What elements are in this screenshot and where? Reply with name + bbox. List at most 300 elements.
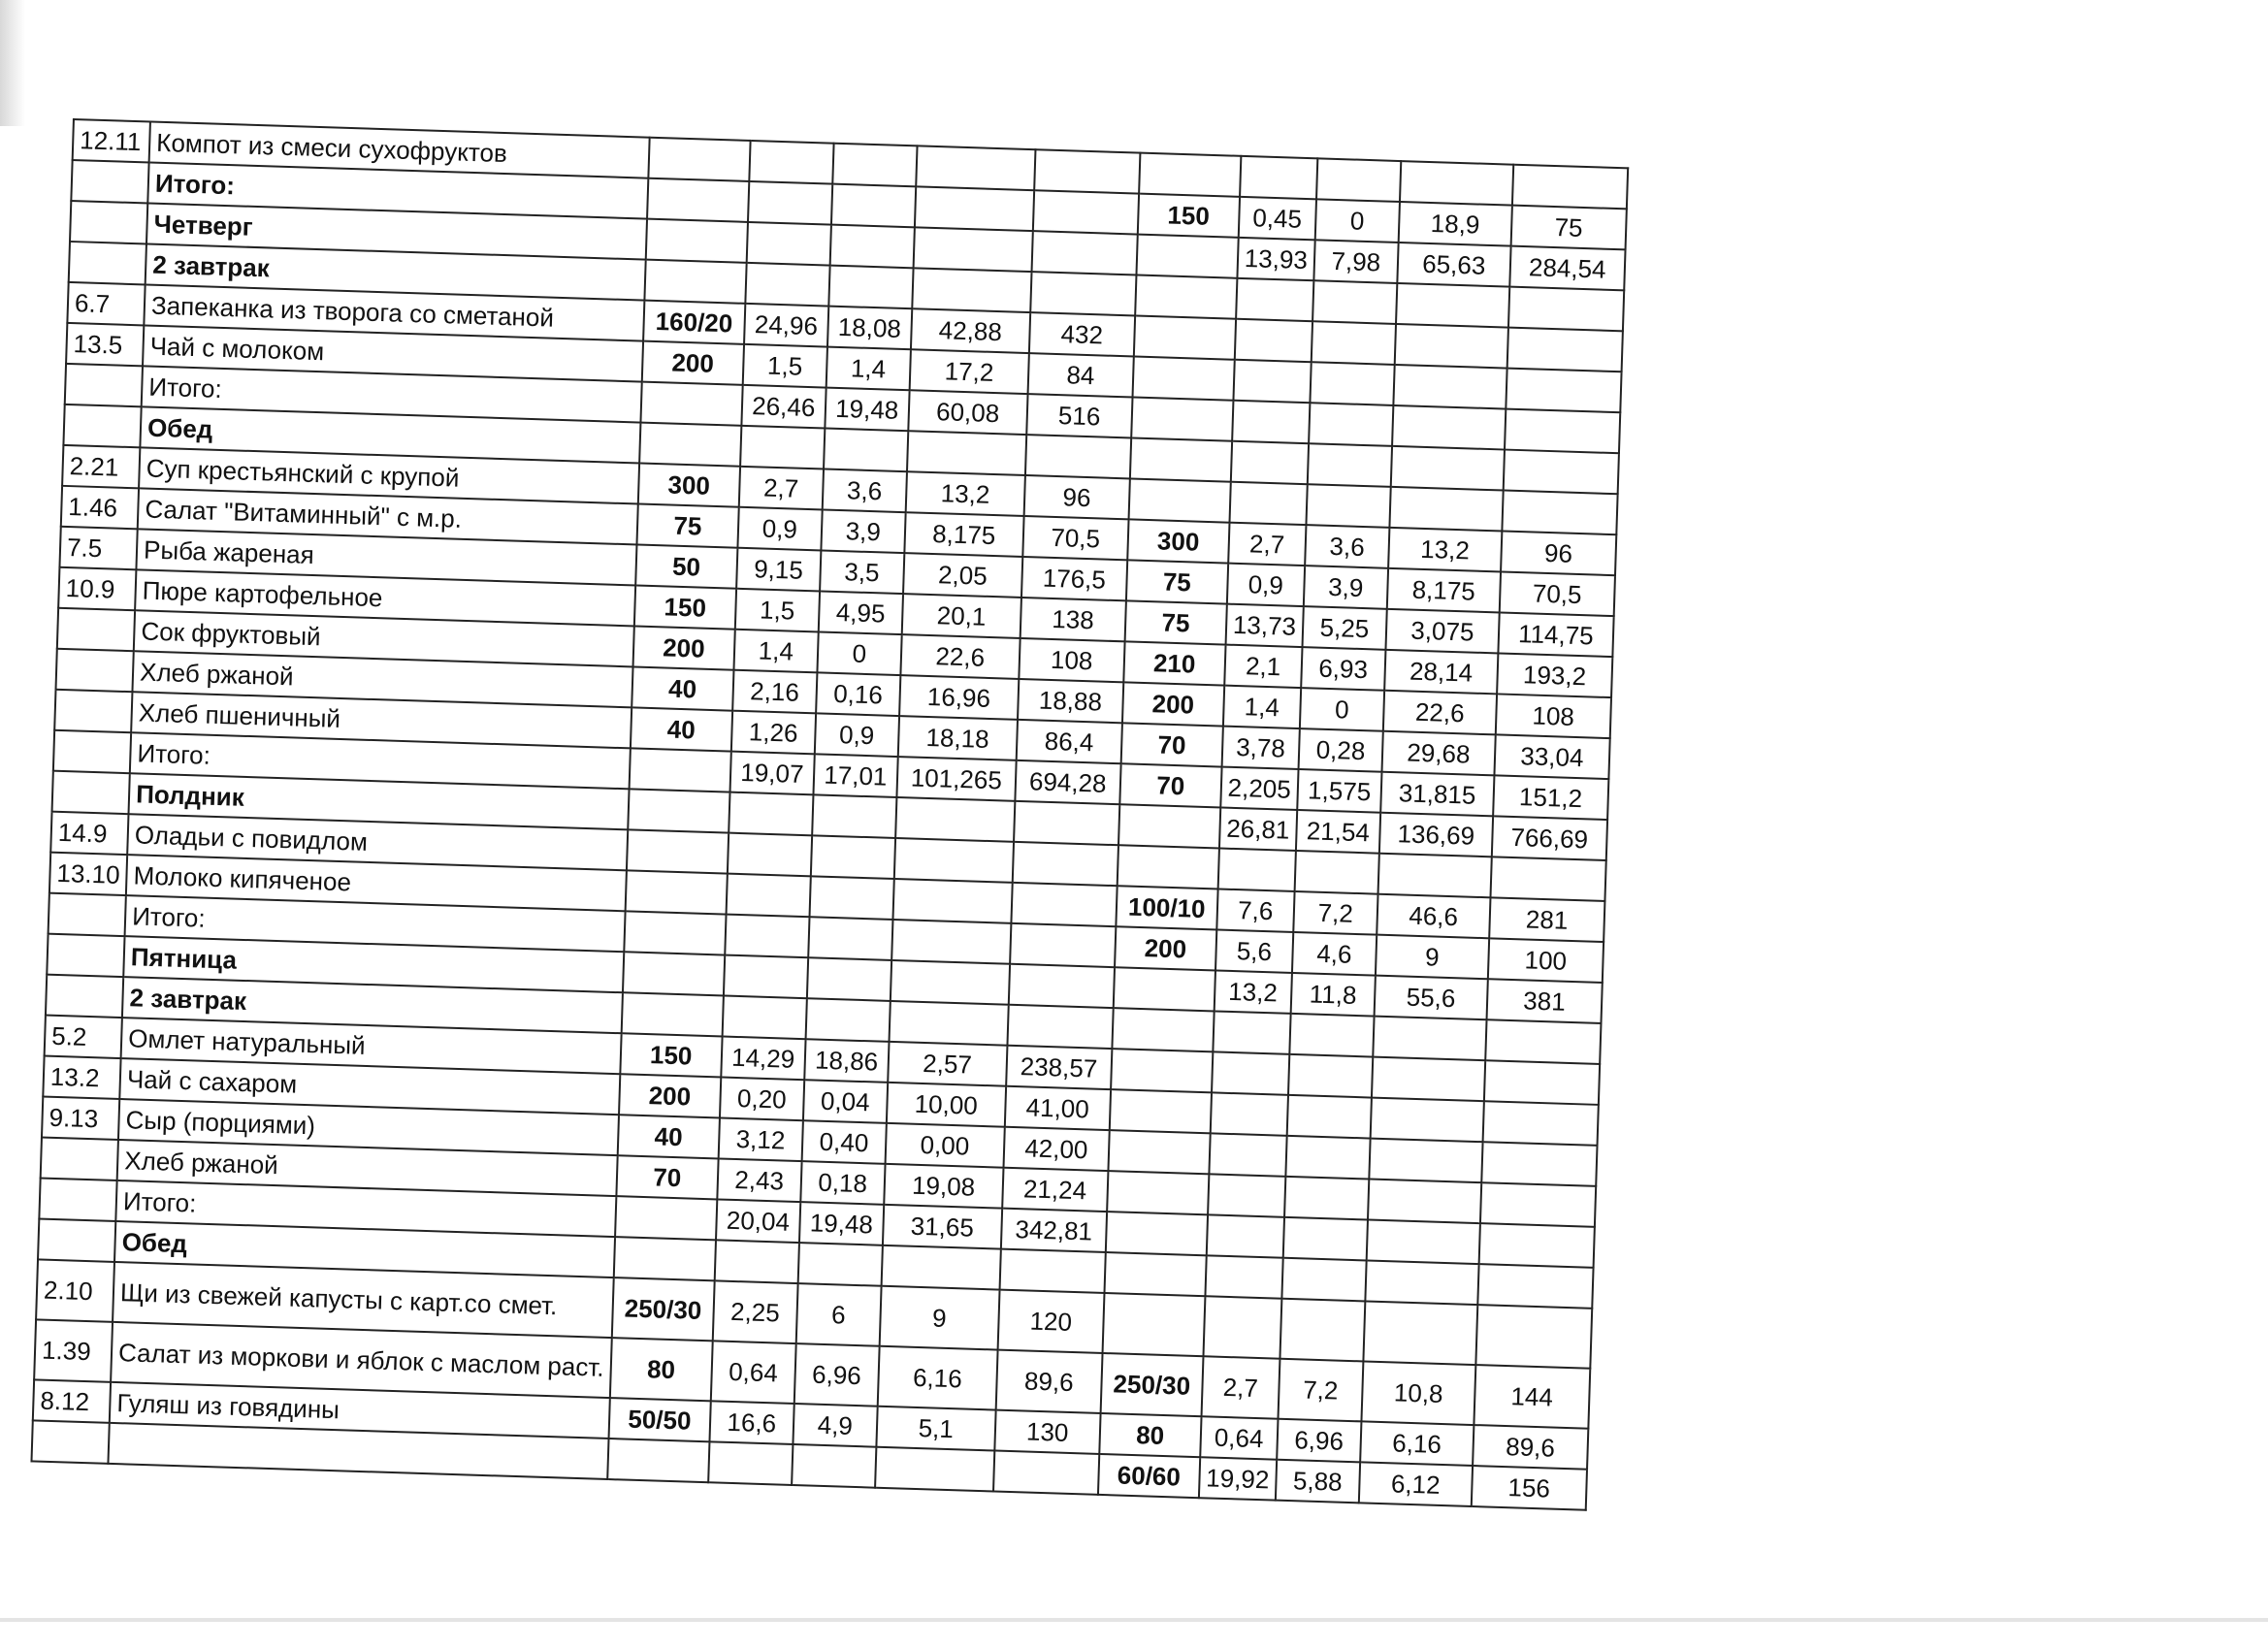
group-a-portion-cell: 75 xyxy=(636,503,738,547)
group-b-fat-cell xyxy=(1288,1054,1373,1098)
group-a-fat-cell xyxy=(811,835,895,879)
group-a-portion-cell xyxy=(623,952,725,995)
group-b-fat-cell xyxy=(1285,1136,1370,1180)
recipe-code-cell: 1.46 xyxy=(61,486,139,529)
group-a-portion-cell xyxy=(624,911,726,954)
dish-name-cell: Полдник xyxy=(129,773,630,829)
group-a-carbs-cell: 9 xyxy=(879,1286,999,1350)
recipe-code-cell xyxy=(46,975,123,1018)
group-a-fat-cell xyxy=(828,266,913,309)
dish-name-cell: 2 завтрак xyxy=(122,977,623,1033)
group-a-fat-cell: 6,96 xyxy=(794,1343,880,1406)
group-b-protein-cell: 5,6 xyxy=(1215,929,1293,972)
recipe-code-cell xyxy=(53,730,131,773)
dish-name-cell: Запеканка из творога со сметаной xyxy=(144,284,644,340)
dish-name-cell: Итого: xyxy=(125,895,626,952)
group-b-energy-cell xyxy=(1490,857,1605,901)
group-b-portion-cell xyxy=(1111,1049,1213,1092)
group-b-carbs-cell: 55,6 xyxy=(1374,976,1487,1020)
group-a-carbs-cell xyxy=(889,1001,1008,1046)
group-b-carbs-cell: 13,2 xyxy=(1388,528,1502,572)
group-b-fat-cell: 0,28 xyxy=(1298,728,1382,772)
scan-edge-shadow xyxy=(0,0,25,126)
group-a-portion-cell: 200 xyxy=(632,626,734,669)
group-b-energy-cell xyxy=(1478,1223,1594,1268)
group-b-portion-cell: 75 xyxy=(1124,600,1226,644)
group-a-portion-cell: 40 xyxy=(617,1115,719,1158)
group-a-protein-cell: 0,64 xyxy=(711,1341,796,1404)
group-b-energy-cell xyxy=(1482,1101,1598,1146)
group-a-energy-cell: 96 xyxy=(1023,475,1129,519)
group-a-fat-cell: 3,6 xyxy=(822,469,906,512)
group-b-fat-cell xyxy=(1289,1014,1374,1057)
recipe-code-cell xyxy=(63,404,141,447)
group-b-protein-cell xyxy=(1203,1296,1281,1358)
group-a-fat-cell xyxy=(824,429,908,472)
group-b-protein-cell: 26,81 xyxy=(1219,808,1297,851)
recipe-code-cell xyxy=(55,649,133,692)
group-b-protein-cell xyxy=(1240,156,1317,199)
group-a-portion-cell: 50/50 xyxy=(608,1398,710,1441)
group-b-carbs-cell: 31,815 xyxy=(1380,772,1494,817)
group-a-portion-cell: 160/20 xyxy=(643,301,745,344)
group-a-fat-cell: 19,48 xyxy=(825,388,909,432)
group-b-protein-cell: 2,205 xyxy=(1220,767,1298,810)
dish-name-cell: Молоко кипяченое xyxy=(126,855,627,911)
group-b-energy-cell: 89,6 xyxy=(1473,1425,1588,1470)
group-a-portion-cell: 40 xyxy=(632,666,733,710)
group-a-portion-cell xyxy=(648,138,750,181)
group-b-carbs-cell xyxy=(1372,1057,1485,1102)
group-b-protein-cell: 2,7 xyxy=(1201,1356,1280,1418)
group-a-protein-cell: 1,4 xyxy=(733,630,818,673)
group-b-energy-cell xyxy=(1485,1019,1601,1064)
group-a-carbs-cell xyxy=(881,1245,1000,1290)
dish-name-cell: Хлеб ржаной xyxy=(117,1140,618,1196)
group-a-energy-cell: 516 xyxy=(1026,394,1132,437)
group-b-carbs-cell xyxy=(1365,1260,1478,1305)
group-a-protein-cell xyxy=(746,222,830,266)
group-b-energy-cell: 75 xyxy=(1510,206,1626,250)
group-b-protein-cell xyxy=(1210,1092,1287,1135)
group-b-energy-cell xyxy=(1506,369,1621,413)
group-b-carbs-cell xyxy=(1396,283,1509,328)
recipe-code-cell xyxy=(69,242,146,284)
group-a-fat-cell: 0,18 xyxy=(800,1161,885,1205)
group-b-energy-cell: 766,69 xyxy=(1492,816,1607,860)
group-b-energy-cell xyxy=(1505,409,1620,454)
group-a-energy-cell: 41,00 xyxy=(1005,1086,1111,1130)
group-a-energy-cell xyxy=(1014,801,1119,845)
dish-name-cell: Щи из свежей капусты с карт.со смет. xyxy=(113,1262,613,1338)
group-b-energy-cell xyxy=(1480,1182,1596,1227)
group-a-protein-cell: 2,16 xyxy=(732,670,817,714)
group-a-protein-cell xyxy=(726,874,810,918)
group-b-portion-cell: 100/10 xyxy=(1116,886,1217,929)
group-b-protein-cell xyxy=(1208,1174,1285,1216)
group-b-energy-cell: 156 xyxy=(1472,1466,1587,1510)
dish-name-cell: Итого: xyxy=(130,732,631,789)
group-a-protein-cell: 26,46 xyxy=(741,385,826,429)
recipe-code-cell xyxy=(52,771,130,814)
group-b-fat-cell xyxy=(1287,1095,1372,1139)
recipe-code-cell: 1.39 xyxy=(34,1319,113,1381)
group-b-fat-cell xyxy=(1308,443,1392,487)
group-a-energy-cell: 42,00 xyxy=(1003,1127,1109,1171)
group-b-energy-cell xyxy=(1484,1060,1600,1105)
group-b-portion-cell: 80 xyxy=(1099,1413,1201,1457)
group-b-fat-cell: 0 xyxy=(1315,199,1400,242)
group-b-carbs-cell xyxy=(1395,324,1508,369)
group-a-energy-cell: 18,88 xyxy=(1018,679,1123,723)
group-a-carbs-cell xyxy=(892,879,1012,923)
recipe-code-cell xyxy=(71,160,148,203)
recipe-code-cell xyxy=(70,201,147,243)
group-b-portion-cell xyxy=(1134,315,1236,359)
group-b-fat-cell: 21,54 xyxy=(1296,810,1380,854)
group-a-portion-cell xyxy=(627,829,729,873)
group-a-energy-cell: 176,5 xyxy=(1021,557,1127,600)
group-b-portion-cell xyxy=(1136,235,1238,278)
group-b-protein-cell: 0,64 xyxy=(1200,1416,1278,1459)
group-b-carbs-cell xyxy=(1393,365,1507,409)
group-a-protein-cell: 3,12 xyxy=(718,1117,802,1161)
group-a-carbs-cell: 31,65 xyxy=(883,1205,1002,1249)
group-a-carbs-cell: 101,265 xyxy=(896,757,1016,801)
group-b-energy-cell: 100 xyxy=(1488,938,1604,983)
group-b-energy-cell: 96 xyxy=(1501,531,1616,575)
group-a-protein-cell xyxy=(725,915,809,958)
group-a-fat-cell xyxy=(792,1444,876,1488)
recipe-code-cell: 2.10 xyxy=(36,1259,114,1321)
recipe-code-cell: 9.13 xyxy=(42,1097,119,1140)
group-a-carbs-cell: 22,6 xyxy=(900,634,1020,679)
group-a-protein-cell: 0,20 xyxy=(720,1077,804,1120)
group-a-portion-cell: 40 xyxy=(631,707,732,751)
group-b-portion-cell: 300 xyxy=(1127,519,1229,563)
recipe-code-cell: 2.21 xyxy=(62,445,140,488)
group-a-portion-cell xyxy=(639,423,741,467)
group-b-energy-cell xyxy=(1508,287,1624,332)
recipe-code-cell: 12.11 xyxy=(73,119,150,162)
group-a-portion-cell xyxy=(629,748,730,792)
group-a-fat-cell: 18,86 xyxy=(804,1039,889,1083)
group-a-carbs-cell xyxy=(907,431,1026,475)
group-a-protein-cell: 16,6 xyxy=(709,1401,794,1444)
group-b-energy-cell: 193,2 xyxy=(1497,653,1612,697)
group-a-fat-cell: 3,9 xyxy=(821,509,905,553)
group-a-carbs-cell: 2,05 xyxy=(903,553,1022,598)
recipe-code-cell xyxy=(39,1178,116,1220)
group-a-portion-cell xyxy=(647,178,749,222)
group-b-fat-cell: 7,2 xyxy=(1278,1359,1363,1422)
group-b-carbs-cell xyxy=(1373,1017,1486,1061)
group-b-protein-cell xyxy=(1231,441,1309,484)
group-a-energy-cell: 342,81 xyxy=(1001,1209,1107,1252)
group-a-energy-cell: 70,5 xyxy=(1022,516,1128,560)
group-a-carbs-cell xyxy=(912,268,1031,312)
group-a-portion-cell: 200 xyxy=(642,341,744,385)
group-b-fat-cell xyxy=(1316,158,1401,202)
group-b-protein-cell xyxy=(1209,1133,1286,1176)
recipe-code-cell xyxy=(49,893,126,936)
group-b-carbs-cell xyxy=(1363,1301,1477,1365)
group-b-carbs-cell: 6,16 xyxy=(1360,1421,1474,1466)
group-b-carbs-cell xyxy=(1370,1098,1483,1143)
group-a-protein-cell xyxy=(748,181,832,225)
group-b-carbs-cell: 10,8 xyxy=(1361,1361,1475,1425)
group-b-protein-cell xyxy=(1232,401,1310,443)
recipe-code-cell xyxy=(31,1420,109,1463)
group-b-portion-cell xyxy=(1118,804,1220,848)
group-b-protein-cell xyxy=(1229,482,1307,525)
group-b-portion-cell: 200 xyxy=(1115,926,1216,970)
group-a-carbs-cell xyxy=(875,1447,994,1492)
group-b-fat-cell: 0 xyxy=(1300,688,1384,731)
group-a-portion-cell xyxy=(628,789,729,832)
group-b-portion-cell xyxy=(1104,1252,1206,1296)
group-a-fat-cell xyxy=(805,998,890,1042)
group-b-fat-cell: 3,6 xyxy=(1305,525,1389,568)
group-a-energy-cell xyxy=(1009,964,1115,1008)
group-b-portion-cell xyxy=(1132,356,1234,400)
group-a-carbs-cell: 17,2 xyxy=(909,349,1028,394)
group-a-portion-cell xyxy=(615,1196,717,1240)
group-a-carbs-cell xyxy=(891,920,1011,964)
group-a-energy-cell: 130 xyxy=(994,1410,1100,1454)
recipe-code-cell: 6.7 xyxy=(67,282,145,325)
group-b-protein-cell: 13,2 xyxy=(1214,970,1291,1013)
group-a-energy-cell: 694,28 xyxy=(1015,760,1120,804)
dish-name-cell: Оладьи с повидлом xyxy=(127,814,628,870)
group-b-portion-cell xyxy=(1108,1130,1210,1174)
group-b-protein-cell xyxy=(1205,1255,1282,1298)
group-b-fat-cell xyxy=(1281,1258,1366,1302)
group-b-protein-cell: 2,1 xyxy=(1224,645,1302,688)
group-b-fat-cell xyxy=(1280,1299,1365,1362)
group-b-carbs-cell xyxy=(1389,487,1503,532)
group-a-portion-cell xyxy=(644,260,746,304)
group-a-protein-cell: 1,5 xyxy=(742,344,826,388)
group-a-fat-cell: 0,04 xyxy=(803,1080,888,1123)
group-a-fat-cell: 0,16 xyxy=(816,672,900,716)
group-a-carbs-cell: 0,00 xyxy=(885,1123,1004,1168)
group-b-carbs-cell xyxy=(1391,446,1505,491)
group-a-fat-cell: 0,40 xyxy=(801,1120,886,1164)
group-a-energy-cell: 86,4 xyxy=(1016,720,1121,763)
group-b-energy-cell: 284,54 xyxy=(1509,246,1625,291)
group-a-carbs-cell: 42,88 xyxy=(911,308,1030,353)
group-b-carbs-cell: 28,14 xyxy=(1384,650,1498,695)
group-a-portion-cell: 150 xyxy=(634,585,736,629)
group-a-fat-cell xyxy=(832,144,917,187)
group-a-portion-cell xyxy=(621,992,723,1036)
group-a-protein-cell xyxy=(708,1441,793,1485)
group-b-portion-cell xyxy=(1110,1089,1212,1133)
dish-name-cell: Итого: xyxy=(147,162,648,218)
group-a-carbs-cell: 60,08 xyxy=(908,390,1027,435)
group-b-portion-cell: 250/30 xyxy=(1100,1353,1203,1416)
group-a-fat-cell: 3,5 xyxy=(820,550,904,594)
group-b-energy-cell xyxy=(1481,1142,1597,1186)
group-b-carbs-cell: 3,075 xyxy=(1385,609,1499,654)
group-b-carbs-cell: 6,12 xyxy=(1359,1462,1473,1506)
group-a-carbs-cell xyxy=(891,960,1010,1005)
dish-name-cell: Чай с молоком xyxy=(143,325,643,381)
group-b-protein-cell: 2,7 xyxy=(1228,523,1306,566)
group-a-carbs-cell xyxy=(894,838,1014,883)
group-a-portion-cell: 70 xyxy=(616,1155,718,1199)
group-a-carbs-cell: 19,08 xyxy=(884,1164,1003,1209)
group-b-fat-cell: 5,25 xyxy=(1302,606,1386,650)
group-a-carbs-cell: 16,96 xyxy=(899,675,1019,720)
group-a-protein-cell: 1,5 xyxy=(735,589,820,632)
group-a-protein-cell xyxy=(745,263,829,307)
group-a-energy-cell xyxy=(993,1451,1099,1495)
group-b-protein-cell: 1,4 xyxy=(1223,686,1301,728)
group-b-fat-cell: 6,96 xyxy=(1277,1419,1361,1463)
recipe-code-cell: 14.9 xyxy=(50,812,128,855)
group-a-carbs-cell: 2,57 xyxy=(888,1042,1007,1086)
group-b-fat-cell: 4,6 xyxy=(1292,932,1377,976)
group-b-energy-cell: 70,5 xyxy=(1500,571,1615,616)
group-b-portion-cell: 75 xyxy=(1126,560,1228,603)
group-a-energy-cell: 138 xyxy=(1020,598,1125,641)
dish-name-cell: Обед xyxy=(114,1221,615,1277)
group-a-protein-cell xyxy=(728,833,812,877)
dish-name-cell: Хлеб ржаной xyxy=(133,651,633,707)
group-b-carbs-cell: 22,6 xyxy=(1383,691,1497,735)
group-a-fat-cell xyxy=(807,957,891,1001)
group-b-protein-cell: 13,73 xyxy=(1225,604,1303,647)
group-b-energy-cell xyxy=(1512,165,1628,210)
group-a-portion-cell: 300 xyxy=(638,464,740,507)
group-a-protein-cell: 2,7 xyxy=(739,467,824,510)
scan-bottom-edge xyxy=(0,1618,2268,1622)
group-a-energy-cell: 84 xyxy=(1027,353,1133,397)
group-a-energy-cell: 238,57 xyxy=(1006,1046,1112,1089)
group-b-carbs-cell xyxy=(1377,854,1491,898)
group-a-portion-cell xyxy=(645,219,747,263)
group-b-carbs-cell xyxy=(1367,1219,1480,1264)
group-b-carbs-cell: 29,68 xyxy=(1381,731,1495,776)
recipe-code-cell xyxy=(41,1138,118,1180)
group-a-energy-cell xyxy=(1033,190,1139,234)
group-a-protein-cell: 14,29 xyxy=(721,1036,805,1080)
recipe-code-cell: 10.9 xyxy=(58,567,136,610)
group-a-portion-cell: 50 xyxy=(635,544,737,588)
dish-name-cell: Хлеб пшеничный xyxy=(131,692,632,748)
group-b-portion-cell: 200 xyxy=(1122,682,1224,726)
group-b-energy-cell: 144 xyxy=(1474,1365,1590,1429)
dish-name-cell: Омлет натуральный xyxy=(121,1018,622,1074)
dish-name-cell: Итого: xyxy=(142,366,642,422)
group-a-fat-cell xyxy=(829,225,914,269)
group-b-energy-cell xyxy=(1504,450,1619,495)
group-a-fat-cell xyxy=(797,1243,882,1286)
group-b-protein-cell: 0,9 xyxy=(1227,564,1305,606)
group-a-protein-cell: 2,25 xyxy=(713,1280,798,1343)
recipe-code-cell xyxy=(54,690,132,732)
group-b-fat-cell: 11,8 xyxy=(1290,973,1375,1017)
group-b-protein-cell: 13,93 xyxy=(1237,238,1314,280)
menu-table-body xyxy=(31,119,1628,1510)
group-a-energy-cell xyxy=(1031,231,1137,275)
group-b-fat-cell: 7,2 xyxy=(1293,891,1377,935)
group-b-portion-cell xyxy=(1135,275,1237,319)
group-b-energy-cell xyxy=(1507,328,1622,372)
group-a-fat-cell: 4,95 xyxy=(819,591,903,634)
group-a-energy-cell xyxy=(999,1249,1105,1293)
group-a-fat-cell xyxy=(809,876,893,920)
group-b-energy-cell: 114,75 xyxy=(1498,612,1613,657)
group-b-energy-cell: 381 xyxy=(1486,979,1602,1023)
recipe-code-cell xyxy=(65,364,143,406)
group-a-protein-cell xyxy=(729,792,813,836)
group-a-carbs-cell: 6,16 xyxy=(877,1346,997,1410)
dish-name-cell: Итого: xyxy=(115,1180,616,1237)
group-b-portion-cell xyxy=(1107,1171,1209,1214)
group-a-protein-cell: 1,26 xyxy=(731,711,816,755)
group-a-fat-cell: 1,4 xyxy=(826,347,910,391)
group-a-portion-cell: 80 xyxy=(610,1338,713,1401)
group-b-protein-cell xyxy=(1236,278,1313,321)
group-b-carbs-cell: 136,69 xyxy=(1379,813,1493,857)
group-a-energy-cell: 432 xyxy=(1029,312,1135,356)
group-b-carbs-cell xyxy=(1368,1180,1481,1224)
group-a-energy-cell: 108 xyxy=(1019,638,1124,682)
group-a-protein-cell: 9,15 xyxy=(736,548,821,592)
group-b-fat-cell xyxy=(1284,1177,1369,1220)
group-a-portion-cell xyxy=(640,382,742,426)
group-a-protein-cell xyxy=(749,141,833,184)
group-a-protein-cell: 2,43 xyxy=(717,1158,801,1202)
group-b-fat-cell: 1,575 xyxy=(1297,769,1381,813)
group-b-protein-cell: 3,78 xyxy=(1221,727,1299,769)
group-a-energy-cell: 120 xyxy=(997,1290,1104,1353)
group-a-portion-cell: 250/30 xyxy=(612,1277,715,1341)
group-a-carbs-cell: 18,18 xyxy=(898,716,1018,760)
group-b-protein-cell xyxy=(1207,1214,1284,1257)
group-a-energy-cell xyxy=(1030,272,1136,315)
group-a-portion-cell xyxy=(625,870,727,914)
dish-name-cell: Сок фруктовый xyxy=(134,610,634,666)
group-b-carbs-cell: 18,9 xyxy=(1399,202,1512,246)
dish-name-cell: Четверг xyxy=(146,203,647,259)
group-b-fat-cell xyxy=(1312,280,1397,324)
group-a-fat-cell: 19,48 xyxy=(799,1202,884,1245)
menu-table-container xyxy=(30,118,1629,1511)
dish-name-cell: Рыба жареная xyxy=(136,529,636,585)
dish-name-cell: Компот из смеси сухофруктов xyxy=(149,122,650,178)
dish-name-cell: Суп крестьянский с крупой xyxy=(139,447,639,503)
group-b-energy-cell xyxy=(1477,1264,1593,1309)
group-b-energy-cell: 281 xyxy=(1489,897,1604,942)
group-b-carbs-cell: 65,63 xyxy=(1397,242,1510,287)
group-b-portion-cell xyxy=(1112,1008,1214,1051)
group-b-portion-cell: 70 xyxy=(1119,763,1221,807)
group-b-protein-cell: 7,6 xyxy=(1216,889,1294,931)
group-b-protein-cell xyxy=(1213,1011,1290,1053)
group-b-protein-cell xyxy=(1233,360,1311,403)
recipe-code-cell: 13.5 xyxy=(66,323,144,366)
group-a-carbs-cell: 20,1 xyxy=(901,594,1021,638)
group-a-carbs-cell: 5,1 xyxy=(876,1406,995,1451)
group-a-protein-cell xyxy=(722,996,806,1040)
group-b-portion-cell xyxy=(1131,397,1233,440)
group-a-fat-cell: 6 xyxy=(795,1283,881,1346)
group-b-fat-cell xyxy=(1310,362,1394,405)
